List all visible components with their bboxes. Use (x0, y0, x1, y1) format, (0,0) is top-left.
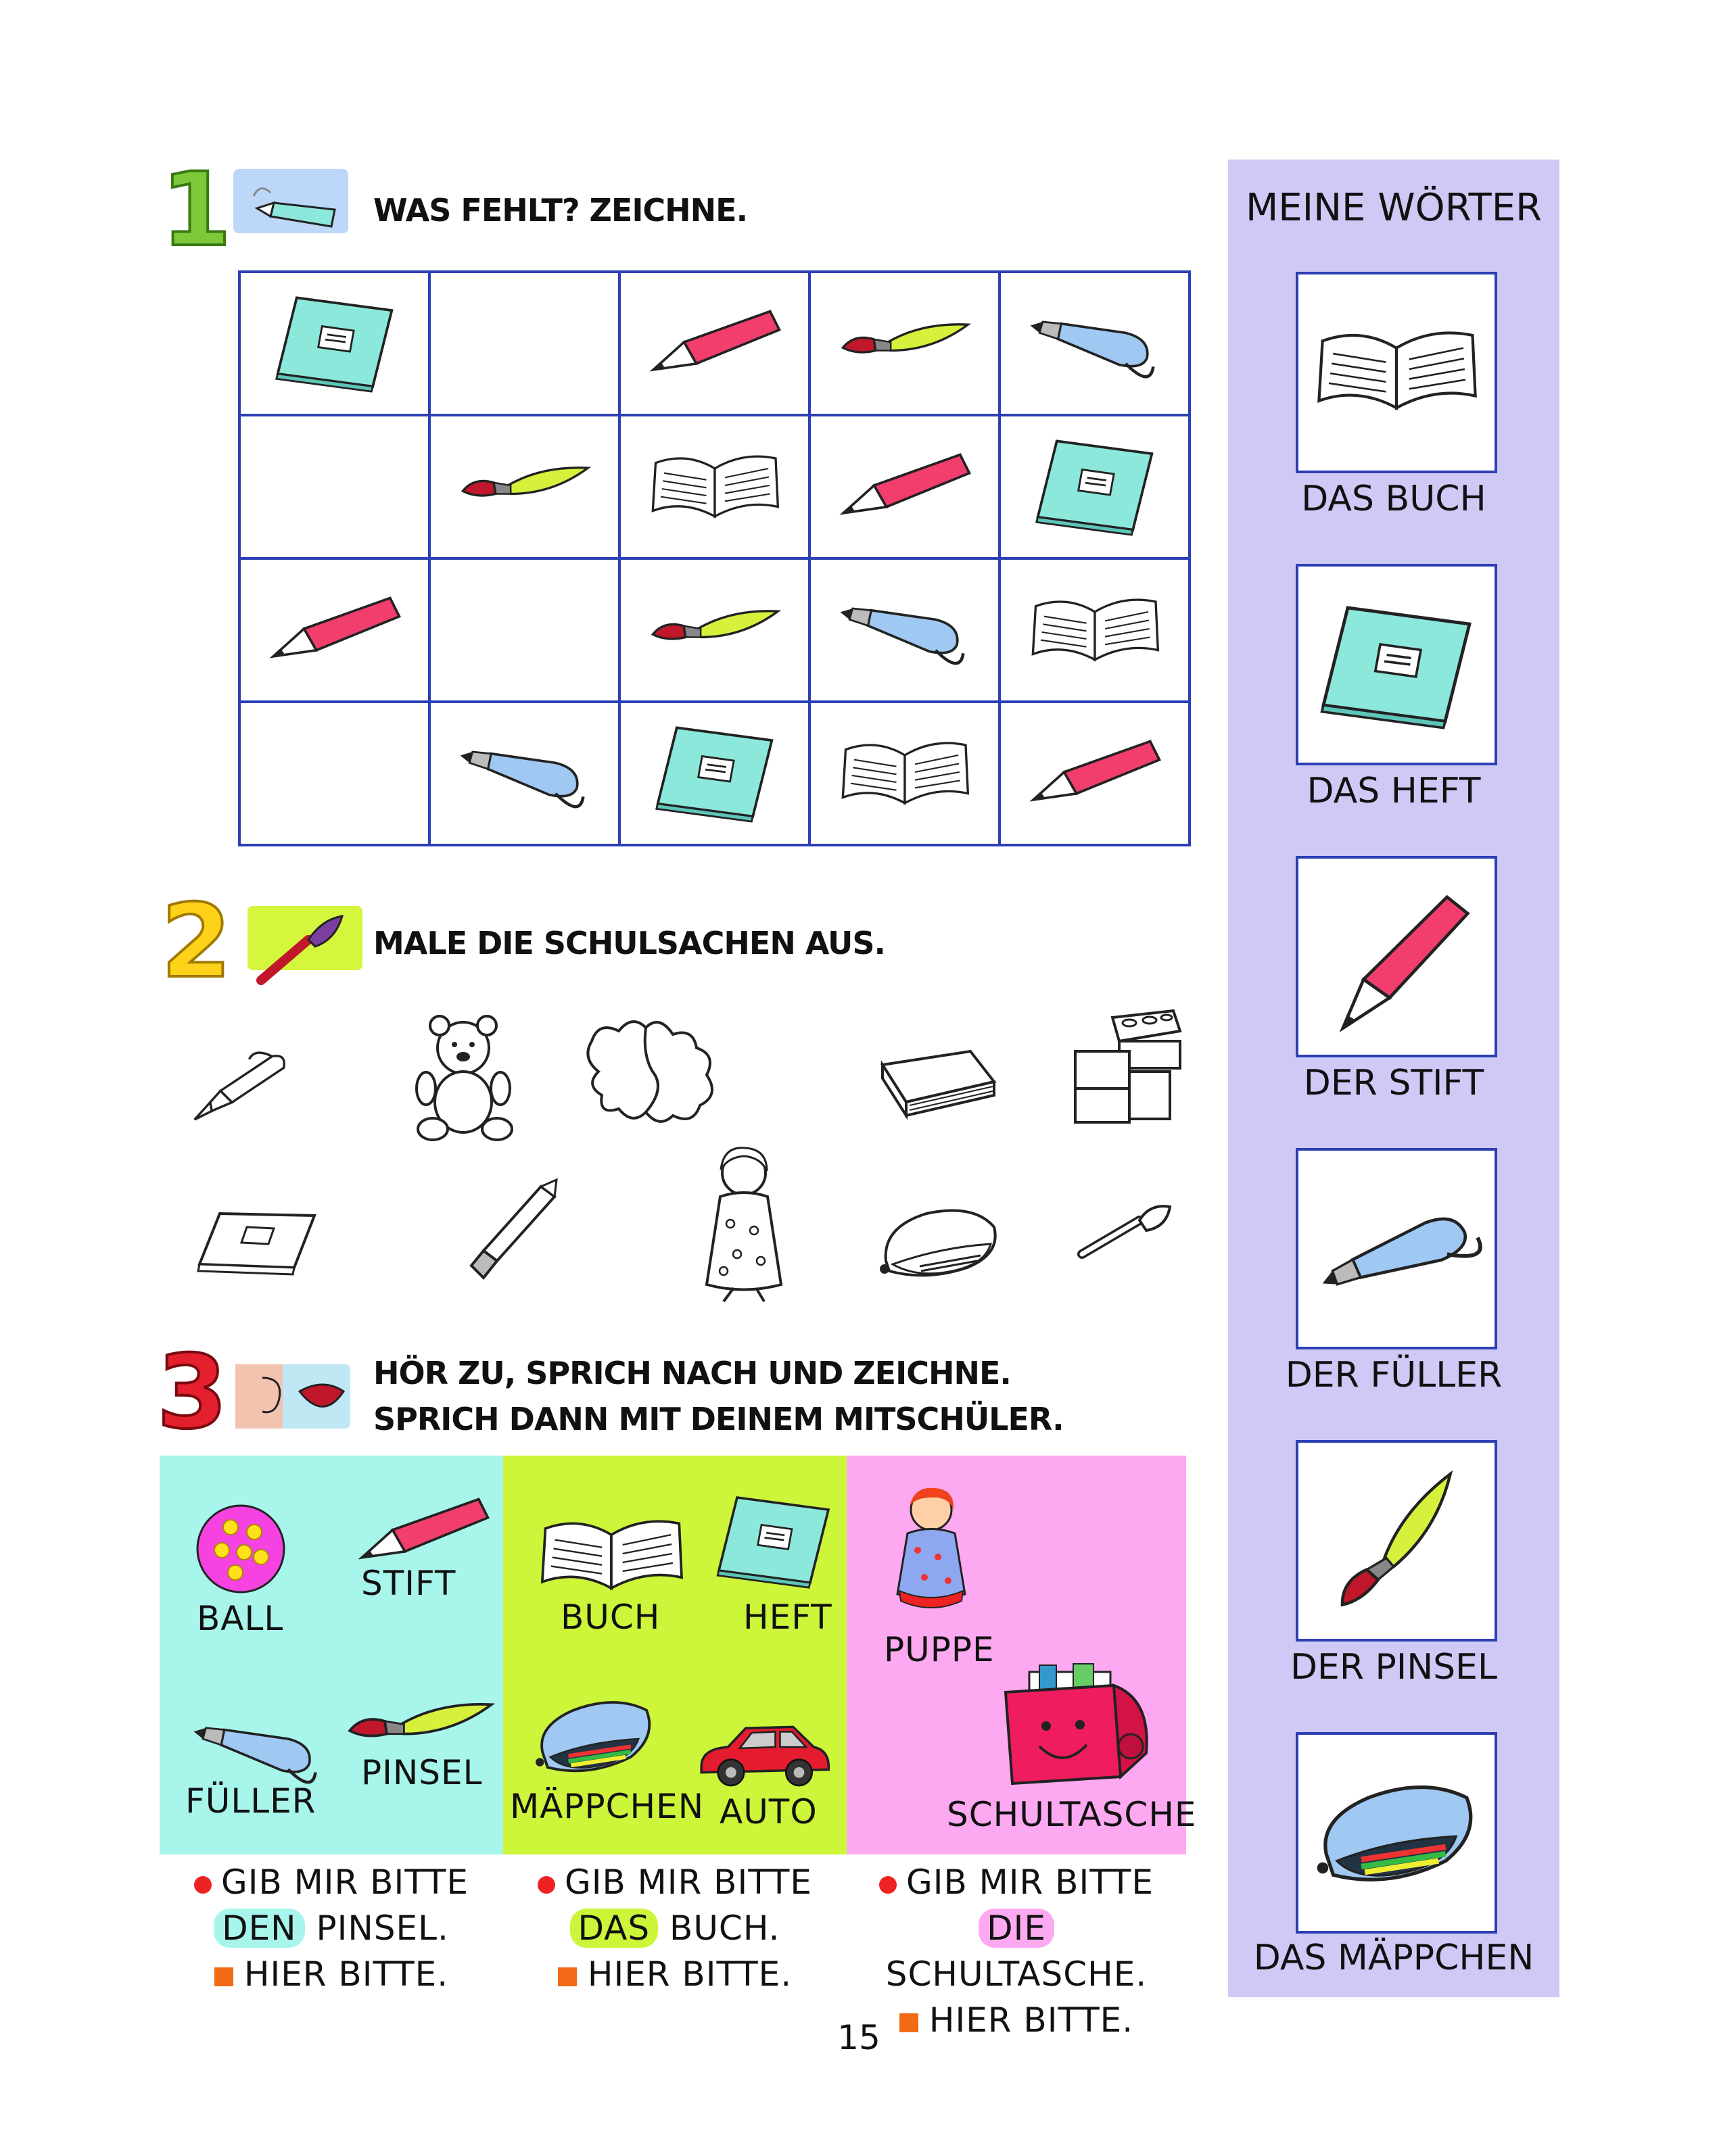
grid-row (239, 415, 1190, 558)
exercise-3-instruction-line-2: SPRICH DANN MIT DEINEM MITSCHÜLER. (373, 1401, 1064, 1437)
article-highlight: DEN (214, 1909, 305, 1948)
word-label-6: DAS MÄPPCHEN (1253, 1938, 1534, 1978)
bullet-dot (194, 1876, 212, 1894)
word-label-4: DER FÜLLER (1285, 1355, 1503, 1395)
grid-cell-stift (999, 702, 1190, 845)
label-puppe: PUPPE (884, 1630, 995, 1669)
noun-text: SCHULTASCHE. (885, 1955, 1148, 1994)
fueller-icon (1027, 291, 1162, 393)
noun-text: PINSEL. (316, 1909, 449, 1948)
grid-cell-pinsel (809, 272, 999, 415)
exercise-1-instruction: WAS FEHLT? ZEICHNE. (373, 192, 748, 229)
bullet-square (214, 1967, 233, 1986)
word-card-stift (1296, 856, 1497, 1057)
paint-task-icon (248, 906, 362, 970)
word-label-1: DAS BUCH (1301, 479, 1486, 519)
label-ball: BALL (197, 1599, 284, 1638)
grid-cell-heft (999, 415, 1190, 558)
exercise-2-instruction: MALE DIE SCHULSACHEN AUS. (373, 925, 885, 961)
label-pinsel: PINSEL (361, 1753, 483, 1792)
missing-item-grid (238, 270, 1191, 846)
grid-cell-pinsel (619, 558, 809, 702)
panel-cyan (160, 1456, 503, 1854)
schultasche-icon (992, 1658, 1154, 1794)
exercise-3-instruction-line-1: HÖR ZU, SPRICH NACH UND ZEICHNE. (373, 1355, 1011, 1391)
bullet-square (558, 1967, 577, 1986)
buch-icon (647, 435, 782, 536)
grid-row (239, 272, 1190, 415)
panel-pink (847, 1456, 1197, 1854)
word-label-2: DAS HEFT (1307, 771, 1481, 811)
stift-icon (1027, 721, 1162, 823)
bullet-dot (538, 1876, 555, 1894)
answer-text: HIER BITTE. (243, 1955, 449, 1994)
grid-cell-empty[interactable] (239, 702, 429, 845)
heft-icon (713, 1489, 834, 1591)
word-card-maeppchen (1296, 1732, 1497, 1934)
panel-green (503, 1456, 847, 1854)
grid-cell-buch (809, 702, 999, 845)
pinsel-icon (647, 578, 782, 679)
grid-cell-fueller (999, 272, 1190, 415)
page-number: 15 (837, 2018, 880, 2057)
grid-cell-pinsel (429, 415, 619, 558)
grid-cell-buch (999, 558, 1190, 702)
grid-cell-stift (239, 558, 429, 702)
word-label-3: DER STIFT (1303, 1063, 1484, 1103)
pinsel-icon (457, 435, 592, 536)
noun-text: BUCH. (669, 1909, 780, 1948)
grid-cell-buch (619, 415, 809, 558)
sidebar-title: MEINE WÖRTER (1245, 186, 1543, 230)
label-schultasche: SCHULTASCHE (947, 1795, 1197, 1834)
fueller-icon (457, 721, 592, 823)
word-card-heft (1296, 564, 1497, 765)
label-buch: BUCH (561, 1598, 661, 1637)
stift-icon (356, 1493, 491, 1567)
exercise-1-number: 1 (161, 151, 232, 269)
label-fueller: FÜLLER (185, 1781, 316, 1821)
stift-icon (837, 435, 972, 536)
phrase-column-1 (160, 1859, 503, 1997)
exercise-2-number: 2 (161, 883, 232, 1001)
phrase-column-3 (847, 1859, 1186, 2043)
grid-cell-stift (809, 415, 999, 558)
answer-text: HIER BITTE. (587, 1955, 793, 1994)
listen-speak-icon (235, 1364, 350, 1429)
label-stift: STIFT (361, 1564, 456, 1603)
grid-cell-fueller (429, 702, 619, 845)
grid-cell-stift (619, 272, 809, 415)
bullet-dot (879, 1876, 897, 1894)
answer-text: HIER BITTE. (928, 2001, 1134, 2040)
buch-icon (534, 1510, 689, 1598)
ask-text: GIB MIR BITTE (905, 1863, 1154, 1902)
word-card-buch (1296, 272, 1497, 473)
word-label-5: DER PINSEL (1290, 1647, 1497, 1687)
grid-cell-empty[interactable] (239, 415, 429, 558)
heft-icon (1027, 435, 1162, 536)
stift-icon (267, 578, 402, 679)
fueller-icon (190, 1702, 325, 1794)
word-card-pinsel (1296, 1440, 1497, 1642)
buch-icon (1027, 578, 1162, 679)
article-highlight: DAS (570, 1909, 659, 1948)
fueller-icon (837, 578, 972, 679)
label-heft: HEFT (743, 1598, 832, 1637)
grid-cell-empty[interactable] (429, 558, 619, 702)
word-card-fueller (1296, 1148, 1497, 1349)
pinsel-icon (837, 291, 972, 393)
buch-icon (837, 721, 972, 823)
ask-text: GIB MIR BITTE (564, 1863, 813, 1902)
auto-icon (692, 1716, 834, 1794)
puppe-icon (887, 1483, 975, 1618)
heft-icon (647, 721, 782, 823)
grid-cell-heft (239, 272, 429, 415)
label-maeppchen: MÄPPCHEN (510, 1787, 705, 1826)
heft-icon (267, 291, 402, 393)
stift-icon (647, 291, 782, 393)
grid-cell-fueller (809, 558, 999, 702)
ask-text: GIB MIR BITTE (220, 1863, 469, 1902)
label-auto: AUTO (720, 1792, 818, 1831)
ball-icon (193, 1502, 288, 1596)
grid-row (239, 702, 1190, 845)
draw-task-icon (233, 169, 348, 233)
exercise-3-number: 3 (157, 1334, 228, 1452)
grid-cell-empty[interactable] (429, 272, 619, 415)
phrase-column-2 (503, 1859, 847, 1997)
article-highlight: DIE (979, 1909, 1054, 1948)
maeppchen-icon (527, 1689, 662, 1783)
grid-row (239, 558, 1190, 702)
pinsel-icon (342, 1696, 498, 1753)
grid-cell-heft (619, 702, 809, 845)
